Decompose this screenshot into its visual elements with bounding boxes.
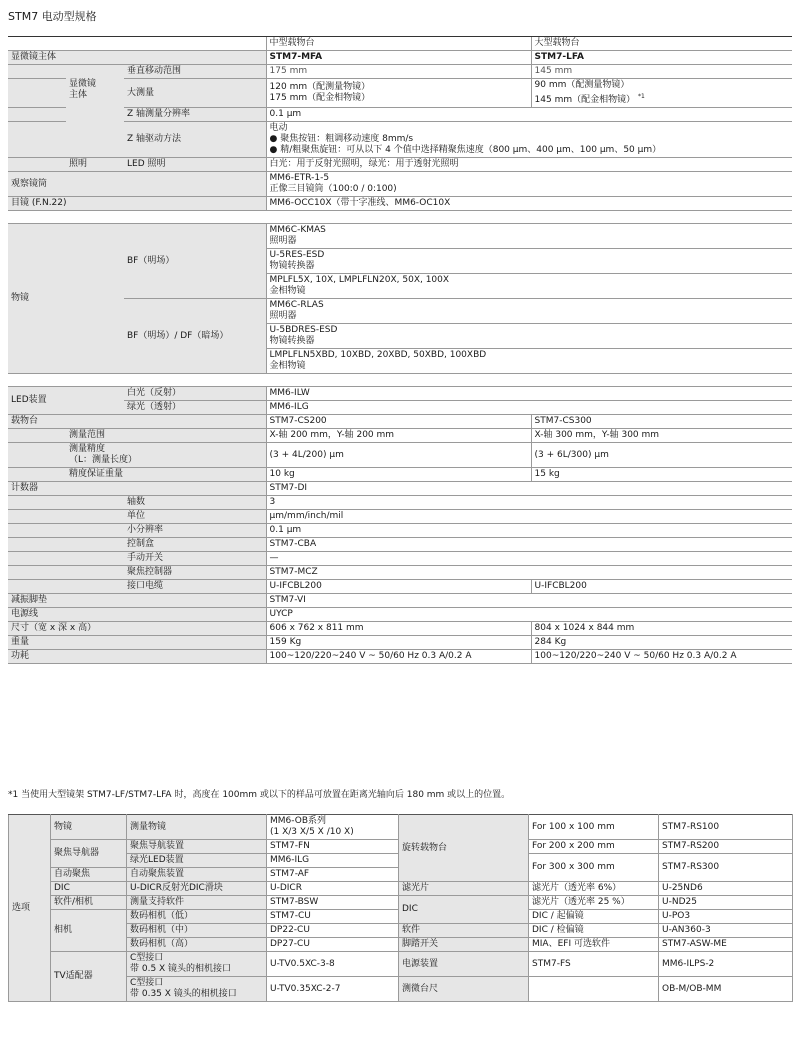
cell-value: (3 + 4L/200) µm — [266, 443, 531, 468]
foot-value: STM7-FS — [532, 958, 571, 969]
cell-value: X-轴 200 mm，Y-轴 200 mm — [266, 429, 531, 443]
table-row — [8, 401, 792, 415]
cell-value: 白光：用于反射光照明，绿光：用于透射光照明 — [266, 158, 792, 172]
label-line: 测量精度 — [69, 444, 106, 454]
value-line: 90 mm（配测量物镜） — [534, 80, 630, 90]
cell-value: STM7-CBA — [266, 538, 792, 552]
options-label: 选项 — [9, 815, 51, 1002]
cell-value: (3 + 6L/300) µm — [531, 443, 792, 468]
row-label: 尺寸（宽 x 深 x 高） — [8, 622, 266, 636]
cell-value: 15 kg — [531, 468, 792, 482]
table-row — [8, 443, 792, 468]
item-value: DP27-CU — [267, 938, 399, 952]
cell-value — [266, 299, 792, 324]
row-label: 白光（反射） — [124, 387, 266, 401]
table-row — [8, 510, 792, 524]
category: 测微台尺 — [399, 977, 529, 1002]
table-row — [8, 594, 792, 608]
value-line: MM6C-RLAS — [269, 300, 324, 310]
value-line: (1 X/3 X/5 X /10 X) — [270, 827, 354, 837]
category: 脚踏开关 — [399, 938, 529, 952]
table-row — [9, 815, 793, 840]
table-row — [8, 608, 792, 622]
value-line: 物镜转换器 — [269, 261, 315, 271]
table-row — [9, 938, 793, 952]
category: DIC — [399, 896, 529, 924]
item-value: STM7-FN — [267, 840, 399, 854]
row-label: Z 轴测量分辨率 — [124, 108, 266, 122]
item-name — [529, 952, 659, 977]
item-value: STM7-RS300 — [659, 854, 793, 882]
row-label: 观察镜筒 — [8, 172, 266, 197]
table-row — [9, 952, 793, 977]
spacer-row — [8, 211, 792, 224]
table-row — [8, 108, 792, 122]
header-large-stage: 大型载物台 — [531, 37, 792, 51]
cell-value: 159 Kg — [266, 636, 531, 650]
value-line: MPLFL5X, 10X, LMPLFLN20X, 50X, 100X — [269, 275, 450, 285]
row-label: 测量范围 — [66, 429, 266, 443]
category: 相机 — [51, 910, 127, 952]
cell-value: UYCP — [266, 608, 792, 622]
name-line: 带 0.35 X 镜头的相机接口 — [130, 989, 237, 999]
spec-table — [8, 36, 792, 664]
row-label: 载物台 — [8, 415, 266, 429]
row-label: LED 照明 — [124, 158, 266, 172]
cell-value: 0.1 µm — [266, 108, 792, 122]
row-label: BF（明场）/ DF（暗场） — [124, 299, 266, 374]
table-row — [8, 538, 792, 552]
category: 自动聚焦 — [51, 868, 127, 882]
value-line: 电动 — [269, 123, 288, 133]
item-name: 滤光片（透光率 25 %） — [529, 896, 659, 910]
table-header-row — [8, 37, 792, 51]
cell-value: 804 x 1024 x 844 mm — [531, 622, 792, 636]
cell-value: U-IFCBL200 — [531, 580, 792, 594]
item-name: For 300 x 300 mm — [529, 854, 659, 882]
item-name: 滤光片（透光率 6%） — [529, 882, 659, 896]
item-name: 测量物镜 — [127, 815, 267, 840]
label-line: （L：测量长度） — [69, 455, 138, 465]
model-mfa: STM7-MFA — [266, 51, 531, 65]
name-line: C型接口 — [130, 978, 164, 988]
table-row — [8, 51, 792, 65]
item-name — [127, 952, 267, 977]
value-line: MM6C-KMAS — [269, 225, 326, 235]
cell-value: 0.1 µm — [266, 524, 792, 538]
item-name: 测量支持软件 — [127, 896, 267, 910]
page-title: STM7 电动型规格 — [8, 10, 97, 23]
table-row — [8, 299, 792, 324]
item-value: U-TV0.5XC-3-8 — [267, 952, 399, 977]
item-name: For 100 x 100 mm — [529, 815, 659, 840]
cell-value: 10 kg — [266, 468, 531, 482]
item-name: DIC / 检偏镜 — [529, 924, 659, 938]
item-value: STM7-RS200 — [659, 840, 793, 854]
table-row — [9, 896, 793, 910]
cell-value: 100~120/220~240 V ~ 50/60 Hz 0.3 A/0.2 A — [531, 650, 792, 664]
item-name: MIA、EFI 可选软件 — [529, 938, 659, 952]
options-table — [8, 814, 793, 1002]
table-row — [8, 224, 792, 249]
table-row — [8, 79, 792, 108]
table-row — [8, 468, 792, 482]
cell-value — [266, 122, 792, 158]
row-label: 显微镜主体 — [8, 51, 266, 65]
spacer-row — [8, 374, 792, 387]
cell-value: MM6-OCC10X（带十字准线、MM6-OC10X — [266, 197, 792, 211]
row-label: 绿光（透射） — [124, 401, 266, 415]
item-name: 数码相机（中） — [127, 924, 267, 938]
row-label: Z 轴驱动方法 — [124, 122, 266, 158]
cell-value: STM7-VI — [266, 594, 792, 608]
row-label: 重量 — [8, 636, 266, 650]
item-name: 聚焦导航装置 — [127, 840, 267, 854]
table-row — [8, 415, 792, 429]
category: 电源装置 — [399, 952, 529, 977]
table-row — [9, 882, 793, 896]
category: DIC — [51, 882, 127, 896]
cell-value: 175 mm — [266, 65, 531, 79]
model-lfa: STM7-LFA — [531, 51, 792, 65]
footnote: *1 当使用大型镜架 STM7-LF/STM7-LFA 时，高度在 100mm 或以下的样品可放置在距离光轴向后 180 mm 或以上的位置。 — [8, 790, 511, 800]
item-name: 数码相机（低） — [127, 910, 267, 924]
item-name: U-DICR反射光DIC滑块 — [127, 882, 267, 896]
table-row — [8, 429, 792, 443]
category: 物镜 — [51, 815, 127, 840]
table-row — [8, 580, 792, 594]
value-line: LMPLFLN5XBD, 10XBD, 20XBD, 50XBD, 100XBD — [269, 350, 487, 360]
table-row — [8, 482, 792, 496]
category: 软件 — [399, 924, 529, 938]
cell-value — [266, 172, 792, 197]
row-label: 轴数 — [124, 496, 266, 510]
value-line: 照明器 — [269, 236, 297, 246]
cell-value: — — [266, 552, 792, 566]
item-value: U-AN360-3 — [659, 924, 793, 938]
header-medium-stage: 中型载物台 — [266, 37, 531, 51]
cell-value: MM6-ILW — [266, 387, 792, 401]
group-label-text: 显微镜主体 — [69, 79, 97, 100]
row-label: 聚焦控制器 — [124, 566, 266, 580]
item-value: U-TV0.35XC-2-7 — [267, 977, 399, 1002]
cell-value: 100~120/220~240 V ~ 50/60 Hz 0.3 A/0.2 A — [266, 650, 531, 664]
cell-value: STM7-CS300 — [531, 415, 792, 429]
value-line: ● 精/粗聚焦旋钮：可从以下 4 个值中选择精聚焦速度（800 µm、400 µm、100 µm、50 µm） — [269, 145, 662, 155]
footnote-ref: *1 — [637, 93, 645, 100]
item-value: U-DICR — [267, 882, 399, 896]
row-label: 大测量 — [124, 79, 266, 108]
table-row — [8, 622, 792, 636]
cell-value: 145 mm — [531, 65, 792, 79]
table-row — [8, 158, 792, 172]
table-row — [8, 172, 792, 197]
value-line: MM6-ETR-1-5 — [269, 173, 330, 183]
cell-value: U-IFCBL200 — [266, 580, 531, 594]
item-name — [529, 977, 659, 1002]
item-name: For 200 x 200 mm — [529, 840, 659, 854]
row-label: 垂直移动范围 — [124, 65, 266, 79]
row-label: LED装置 — [8, 387, 124, 415]
table-row — [8, 65, 792, 79]
row-label: 功耗 — [8, 650, 266, 664]
row-label: 精度保证重量 — [66, 468, 266, 482]
cell-value: STM7-DI — [266, 482, 792, 496]
value-line — [535, 91, 790, 106]
name-line: C型接口 — [130, 953, 164, 963]
row-label: 电源线 — [8, 608, 266, 622]
name-line: 带 0.5 X 镜头的相机接口 — [130, 964, 232, 974]
value-line: 正像三目镜筒（100:0 / 0:100) — [269, 184, 397, 194]
row-label: 计数器 — [8, 482, 266, 496]
table-row — [8, 552, 792, 566]
value-line: U-5BDRES-ESD — [269, 325, 338, 335]
cell-value: µm/mm/inch/mil — [266, 510, 792, 524]
cell-value: 284 Kg — [531, 636, 792, 650]
cell-value — [266, 79, 531, 108]
table-row — [9, 924, 793, 938]
table-row — [8, 566, 792, 580]
row-label: 减振脚垫 — [8, 594, 266, 608]
value-line: ● 聚焦按钮：粗调移动速度 8mm/s — [269, 134, 414, 144]
item-value: STM7-AF — [267, 868, 399, 882]
cell-value — [266, 224, 792, 249]
value-line: 120 mm（配测量物镜） — [269, 82, 371, 92]
category: 滤光片 — [399, 882, 529, 896]
category: 旋转载物台 — [399, 815, 529, 882]
row-label: 接口电缆 — [124, 580, 266, 594]
row-label: 物镜 — [8, 224, 124, 374]
value-text: 145 mm（配金相物镜） — [534, 95, 636, 105]
value-line: 金相物镜 — [269, 286, 306, 296]
table-row — [8, 197, 792, 211]
cell-value: 606 x 762 x 811 mm — [266, 622, 531, 636]
value-line: 物镜转换器 — [269, 336, 315, 346]
cell-value: STM7-MCZ — [266, 566, 792, 580]
cell-value: X-轴 300 mm，Y-轴 300 mm — [531, 429, 792, 443]
cell-value: MM6-ILG — [266, 401, 792, 415]
cell-value: 3 — [266, 496, 792, 510]
table-row — [9, 977, 793, 1002]
item-name — [127, 977, 267, 1002]
cell-value — [266, 349, 792, 374]
group-label — [66, 65, 124, 158]
value-line: MM6-OB系列 — [270, 816, 327, 826]
item-name: 绿光LED装置 — [127, 854, 267, 868]
cell-value — [266, 249, 792, 274]
value-line: 175 mm（配金相物镜） — [269, 93, 371, 103]
cell-value — [266, 324, 792, 349]
item-value — [267, 815, 399, 840]
category: 软件/相机 — [51, 896, 127, 910]
item-value: MM6-ILG — [267, 854, 399, 868]
cell-value: STM7-CS200 — [266, 415, 531, 429]
item-value: STM7-ASW-ME — [659, 938, 793, 952]
item-value: MM6-ILPS-2 — [659, 952, 793, 977]
item-value: U-ND25 — [659, 896, 793, 910]
table-row — [8, 524, 792, 538]
cell-value — [266, 274, 792, 299]
value-line: U-5RES-ESD — [269, 250, 325, 260]
cell-value — [531, 79, 792, 108]
item-value: STM7-BSW — [267, 896, 399, 910]
row-label: 单位 — [124, 510, 266, 524]
value-line: 金相物镜 — [269, 361, 306, 371]
item-name: 自动聚焦装置 — [127, 868, 267, 882]
item-value: U-25ND6 — [659, 882, 793, 896]
item-name: DIC / 起偏镜 — [529, 910, 659, 924]
row-label: 控制盒 — [124, 538, 266, 552]
value-line: 照明器 — [269, 311, 297, 321]
row-label: BF（明场） — [124, 224, 266, 299]
table-row — [8, 496, 792, 510]
group-label: 照明 — [66, 158, 124, 172]
row-label: 小分辨率 — [124, 524, 266, 538]
row-label: 手动开关 — [124, 552, 266, 566]
table-row — [8, 122, 792, 158]
item-value: STM7-RS100 — [659, 815, 793, 840]
row-label — [66, 443, 266, 468]
item-value: DP22-CU — [267, 924, 399, 938]
table-row — [8, 387, 792, 401]
row-label: 目镜 (F.N.22) — [8, 197, 266, 211]
item-value: STM7-CU — [267, 910, 399, 924]
category: TV适配器 — [51, 952, 127, 1002]
table-row — [8, 636, 792, 650]
item-value: U-PO3 — [659, 910, 793, 924]
item-value: OB-M/OB-MM — [659, 977, 793, 1002]
table-row — [8, 650, 792, 664]
category: 聚焦导航器 — [51, 840, 127, 868]
item-name: 数码相机（高） — [127, 938, 267, 952]
